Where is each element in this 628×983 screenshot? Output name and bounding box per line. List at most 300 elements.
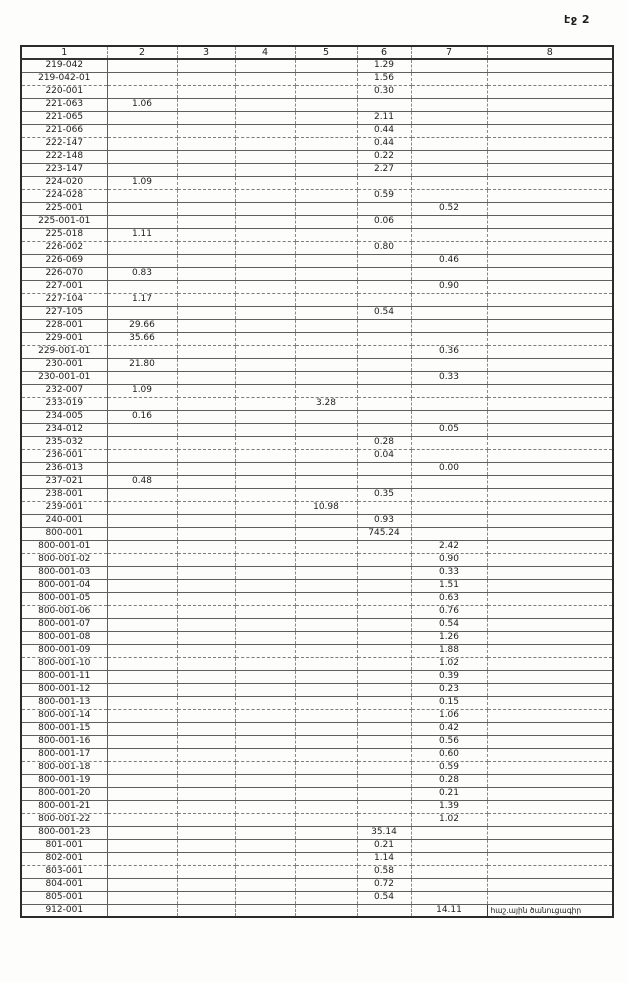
value-cell xyxy=(411,826,487,839)
table-header xyxy=(21,46,613,59)
table-row xyxy=(21,397,613,410)
value-cell: 14.11 xyxy=(411,904,487,917)
value-cell: 0.35 xyxy=(357,488,411,501)
row-code: 800-001-03 xyxy=(21,566,107,579)
value-cell xyxy=(487,176,613,189)
value-cell xyxy=(107,462,177,475)
table-row xyxy=(21,852,613,865)
value-cell xyxy=(177,813,235,826)
value-cell: 0.59 xyxy=(357,189,411,202)
value-cell xyxy=(235,514,295,527)
value-cell xyxy=(107,891,177,904)
value-cell xyxy=(295,683,357,696)
row-code: 228-001 xyxy=(21,319,107,332)
value-cell xyxy=(235,670,295,683)
value-cell xyxy=(411,150,487,163)
value-cell xyxy=(295,605,357,618)
value-cell xyxy=(235,644,295,657)
value-cell xyxy=(295,254,357,267)
value-cell xyxy=(177,670,235,683)
column-header-2: 2 xyxy=(107,46,177,59)
value-cell xyxy=(235,150,295,163)
value-cell xyxy=(295,280,357,293)
value-cell xyxy=(487,761,613,774)
value-cell xyxy=(235,735,295,748)
column-header-3: 3 xyxy=(177,46,235,59)
value-cell xyxy=(411,839,487,852)
value-cell xyxy=(235,553,295,566)
value-cell xyxy=(295,722,357,735)
value-cell: 0.76 xyxy=(411,605,487,618)
value-cell: 0.00 xyxy=(411,462,487,475)
table-row xyxy=(21,813,613,826)
value-cell: 0.30 xyxy=(357,85,411,98)
row-code: 238-001 xyxy=(21,488,107,501)
value-cell xyxy=(411,98,487,111)
value-cell xyxy=(177,865,235,878)
table-row xyxy=(21,241,613,254)
value-cell xyxy=(177,345,235,358)
table-row xyxy=(21,345,613,358)
value-cell xyxy=(235,98,295,111)
value-cell xyxy=(177,553,235,566)
value-cell xyxy=(487,410,613,423)
value-cell xyxy=(107,397,177,410)
table-row xyxy=(21,228,613,241)
value-cell xyxy=(177,514,235,527)
value-cell xyxy=(411,514,487,527)
value-cell xyxy=(357,631,411,644)
value-cell xyxy=(357,345,411,358)
table-row xyxy=(21,111,613,124)
value-cell xyxy=(487,514,613,527)
row-code: 230-001-01 xyxy=(21,371,107,384)
value-cell xyxy=(487,826,613,839)
value-cell xyxy=(235,85,295,98)
value-cell xyxy=(177,709,235,722)
value-cell xyxy=(177,722,235,735)
value-cell: 0.59 xyxy=(411,761,487,774)
value-cell: 2.42 xyxy=(411,540,487,553)
value-cell xyxy=(235,839,295,852)
value-cell xyxy=(107,618,177,631)
value-cell xyxy=(235,618,295,631)
row-code: 800-001-10 xyxy=(21,657,107,670)
value-cell xyxy=(487,306,613,319)
value-cell xyxy=(107,345,177,358)
value-cell xyxy=(411,293,487,306)
value-cell: 0.05 xyxy=(411,423,487,436)
value-cell xyxy=(295,488,357,501)
value-cell xyxy=(295,215,357,228)
table-row xyxy=(21,878,613,891)
table-row xyxy=(21,865,613,878)
table-row xyxy=(21,540,613,553)
value-cell xyxy=(411,163,487,176)
value-cell xyxy=(295,696,357,709)
value-cell xyxy=(235,579,295,592)
value-cell xyxy=(235,293,295,306)
table-row xyxy=(21,501,613,514)
value-cell xyxy=(357,774,411,787)
value-cell xyxy=(487,709,613,722)
value-cell xyxy=(487,735,613,748)
value-cell xyxy=(295,85,357,98)
value-cell xyxy=(357,475,411,488)
value-cell: 10.98 xyxy=(295,501,357,514)
value-cell xyxy=(235,566,295,579)
value-cell xyxy=(295,189,357,202)
row-code: 234-005 xyxy=(21,410,107,423)
row-code: 800-001-02 xyxy=(21,553,107,566)
value-cell: 0.33 xyxy=(411,566,487,579)
value-cell xyxy=(357,423,411,436)
value-cell xyxy=(487,332,613,345)
table-row xyxy=(21,423,613,436)
value-cell xyxy=(107,774,177,787)
row-code: 236-013 xyxy=(21,462,107,475)
value-cell xyxy=(411,267,487,280)
table-row xyxy=(21,59,613,72)
value-cell xyxy=(177,319,235,332)
value-cell xyxy=(295,449,357,462)
row-code: 912-001 xyxy=(21,904,107,917)
value-cell xyxy=(235,540,295,553)
row-code: 800-001-04 xyxy=(21,579,107,592)
value-cell: 1.51 xyxy=(411,579,487,592)
value-cell xyxy=(487,189,613,202)
value-cell xyxy=(107,787,177,800)
table-row xyxy=(21,800,613,813)
value-cell xyxy=(107,592,177,605)
row-code: 800-001-20 xyxy=(21,787,107,800)
value-cell xyxy=(487,397,613,410)
value-cell xyxy=(295,774,357,787)
value-cell xyxy=(411,137,487,150)
value-cell xyxy=(235,748,295,761)
value-cell xyxy=(357,735,411,748)
value-cell xyxy=(295,150,357,163)
value-cell xyxy=(295,124,357,137)
value-cell xyxy=(357,787,411,800)
value-cell xyxy=(235,501,295,514)
value-cell: 0.36 xyxy=(411,345,487,358)
value-cell xyxy=(235,488,295,501)
value-cell xyxy=(235,709,295,722)
value-cell xyxy=(235,189,295,202)
table-body xyxy=(21,59,613,917)
table-row xyxy=(21,384,613,397)
value-cell: 0.54 xyxy=(411,618,487,631)
value-cell xyxy=(357,683,411,696)
table-row xyxy=(21,189,613,202)
value-cell xyxy=(357,384,411,397)
value-cell xyxy=(295,631,357,644)
value-cell xyxy=(177,384,235,397)
value-cell xyxy=(235,280,295,293)
value-cell xyxy=(107,423,177,436)
value-cell xyxy=(107,488,177,501)
value-cell xyxy=(411,488,487,501)
value-cell xyxy=(107,202,177,215)
value-cell xyxy=(177,748,235,761)
row-code: 220-001 xyxy=(21,85,107,98)
row-code: 227-104 xyxy=(21,293,107,306)
table-row xyxy=(21,670,613,683)
value-cell xyxy=(357,293,411,306)
value-cell xyxy=(107,163,177,176)
value-cell xyxy=(177,150,235,163)
row-code: 800-001-22 xyxy=(21,813,107,826)
row-code: 227-001 xyxy=(21,280,107,293)
value-cell xyxy=(411,111,487,124)
value-cell: 0.56 xyxy=(411,735,487,748)
value-cell xyxy=(177,644,235,657)
value-cell xyxy=(177,787,235,800)
value-cell xyxy=(107,215,177,228)
value-cell xyxy=(357,618,411,631)
value-cell xyxy=(107,436,177,449)
value-cell xyxy=(487,85,613,98)
value-cell: 29.66 xyxy=(107,319,177,332)
table-row xyxy=(21,657,613,670)
value-cell xyxy=(235,592,295,605)
value-cell xyxy=(487,878,613,891)
row-code: 237-021 xyxy=(21,475,107,488)
value-cell xyxy=(295,670,357,683)
value-cell xyxy=(235,423,295,436)
value-cell xyxy=(487,475,613,488)
value-cell xyxy=(177,904,235,917)
table-row xyxy=(21,124,613,137)
value-cell xyxy=(107,111,177,124)
value-cell xyxy=(107,553,177,566)
column-header-8: 8 xyxy=(487,46,613,59)
value-cell xyxy=(411,215,487,228)
value-cell xyxy=(295,579,357,592)
value-cell xyxy=(177,852,235,865)
value-cell xyxy=(295,865,357,878)
row-code: 219-042-01 xyxy=(21,72,107,85)
table-row xyxy=(21,85,613,98)
value-cell xyxy=(295,787,357,800)
table-row xyxy=(21,319,613,332)
value-cell xyxy=(487,59,613,72)
value-cell xyxy=(411,501,487,514)
value-cell xyxy=(177,202,235,215)
value-cell xyxy=(295,761,357,774)
value-cell xyxy=(411,59,487,72)
row-code: 224-020 xyxy=(21,176,107,189)
value-cell: 1.14 xyxy=(357,852,411,865)
value-cell xyxy=(295,137,357,150)
table-row xyxy=(21,280,613,293)
value-cell xyxy=(295,527,357,540)
row-code: 800-001-07 xyxy=(21,618,107,631)
value-cell: 21.80 xyxy=(107,358,177,371)
value-cell xyxy=(487,670,613,683)
column-header-7: 7 xyxy=(411,46,487,59)
table-row xyxy=(21,254,613,267)
table-row xyxy=(21,306,613,319)
value-cell: 0.72 xyxy=(357,878,411,891)
row-code: 800-001-12 xyxy=(21,683,107,696)
value-cell xyxy=(487,345,613,358)
value-cell xyxy=(235,449,295,462)
table-row xyxy=(21,98,613,111)
row-code: 219-042 xyxy=(21,59,107,72)
value-cell xyxy=(295,358,357,371)
value-cell xyxy=(235,800,295,813)
table-row xyxy=(21,605,613,618)
value-cell xyxy=(177,618,235,631)
value-cell xyxy=(295,202,357,215)
table-row xyxy=(21,527,613,540)
value-cell xyxy=(487,241,613,254)
value-cell: 1.29 xyxy=(357,59,411,72)
value-cell: 1.09 xyxy=(107,176,177,189)
value-cell xyxy=(357,592,411,605)
value-cell xyxy=(487,748,613,761)
value-cell xyxy=(177,280,235,293)
value-cell xyxy=(295,813,357,826)
table-row xyxy=(21,709,613,722)
value-cell xyxy=(107,527,177,540)
value-cell xyxy=(177,241,235,254)
table-row xyxy=(21,579,613,592)
value-cell xyxy=(487,111,613,124)
value-cell xyxy=(177,579,235,592)
value-cell xyxy=(487,98,613,111)
value-cell xyxy=(487,72,613,85)
value-cell xyxy=(235,241,295,254)
value-cell xyxy=(177,683,235,696)
value-cell xyxy=(107,735,177,748)
value-cell xyxy=(487,631,613,644)
value-cell xyxy=(235,657,295,670)
header-row xyxy=(21,46,613,59)
value-cell xyxy=(357,709,411,722)
value-cell xyxy=(177,566,235,579)
value-cell xyxy=(107,150,177,163)
value-cell xyxy=(235,306,295,319)
value-cell xyxy=(487,683,613,696)
value-cell xyxy=(295,709,357,722)
value-cell xyxy=(177,449,235,462)
value-cell xyxy=(411,852,487,865)
value-cell xyxy=(487,865,613,878)
value-cell xyxy=(295,384,357,397)
value-cell xyxy=(177,657,235,670)
value-cell xyxy=(235,176,295,189)
value-cell: 35.14 xyxy=(357,826,411,839)
value-cell xyxy=(107,800,177,813)
row-code: 230-001 xyxy=(21,358,107,371)
value-cell xyxy=(487,254,613,267)
footer-note: հաշ.ային ծանուցագիր xyxy=(487,904,613,917)
value-cell xyxy=(295,332,357,345)
value-cell xyxy=(295,163,357,176)
value-cell xyxy=(295,748,357,761)
table-row xyxy=(21,332,613,345)
value-cell: 0.54 xyxy=(357,306,411,319)
value-cell xyxy=(357,202,411,215)
value-cell xyxy=(357,176,411,189)
value-cell xyxy=(357,280,411,293)
value-cell xyxy=(107,631,177,644)
row-code: 800-001-05 xyxy=(21,592,107,605)
value-cell xyxy=(487,124,613,137)
value-cell xyxy=(357,397,411,410)
value-cell xyxy=(295,644,357,657)
row-code: 224-028 xyxy=(21,189,107,202)
value-cell: 0.06 xyxy=(357,215,411,228)
value-cell: 745.24 xyxy=(357,527,411,540)
value-cell: 0.52 xyxy=(411,202,487,215)
value-cell xyxy=(357,254,411,267)
value-cell xyxy=(411,332,487,345)
table-row xyxy=(21,644,613,657)
row-code: 235-032 xyxy=(21,436,107,449)
row-code: 226-069 xyxy=(21,254,107,267)
value-cell xyxy=(177,761,235,774)
value-cell xyxy=(177,397,235,410)
value-cell xyxy=(487,540,613,553)
value-cell xyxy=(107,709,177,722)
value-cell xyxy=(235,462,295,475)
value-cell xyxy=(235,787,295,800)
value-cell: 0.04 xyxy=(357,449,411,462)
row-code: 800-001 xyxy=(21,527,107,540)
table-row xyxy=(21,787,613,800)
table-row xyxy=(21,826,613,839)
row-code: 800-001-17 xyxy=(21,748,107,761)
value-cell: 0.80 xyxy=(357,241,411,254)
value-cell xyxy=(487,423,613,436)
value-cell xyxy=(235,904,295,917)
value-cell xyxy=(357,813,411,826)
value-cell xyxy=(177,436,235,449)
value-cell xyxy=(487,618,613,631)
value-cell xyxy=(235,891,295,904)
value-cell xyxy=(487,501,613,514)
value-cell xyxy=(487,228,613,241)
value-cell xyxy=(235,124,295,137)
value-cell xyxy=(295,111,357,124)
row-code: 800-001-08 xyxy=(21,631,107,644)
value-cell xyxy=(487,280,613,293)
value-cell xyxy=(235,826,295,839)
value-cell xyxy=(411,306,487,319)
value-cell xyxy=(235,761,295,774)
value-cell xyxy=(107,865,177,878)
table-row xyxy=(21,618,613,631)
value-cell xyxy=(295,59,357,72)
value-cell xyxy=(487,449,613,462)
value-cell xyxy=(295,345,357,358)
value-cell xyxy=(295,267,357,280)
row-code: 236-001 xyxy=(21,449,107,462)
value-cell xyxy=(357,579,411,592)
value-cell xyxy=(107,722,177,735)
value-cell xyxy=(411,865,487,878)
value-cell xyxy=(357,670,411,683)
value-cell xyxy=(295,566,357,579)
row-code: 800-001-14 xyxy=(21,709,107,722)
value-cell xyxy=(487,371,613,384)
value-cell xyxy=(487,319,613,332)
value-cell xyxy=(411,319,487,332)
